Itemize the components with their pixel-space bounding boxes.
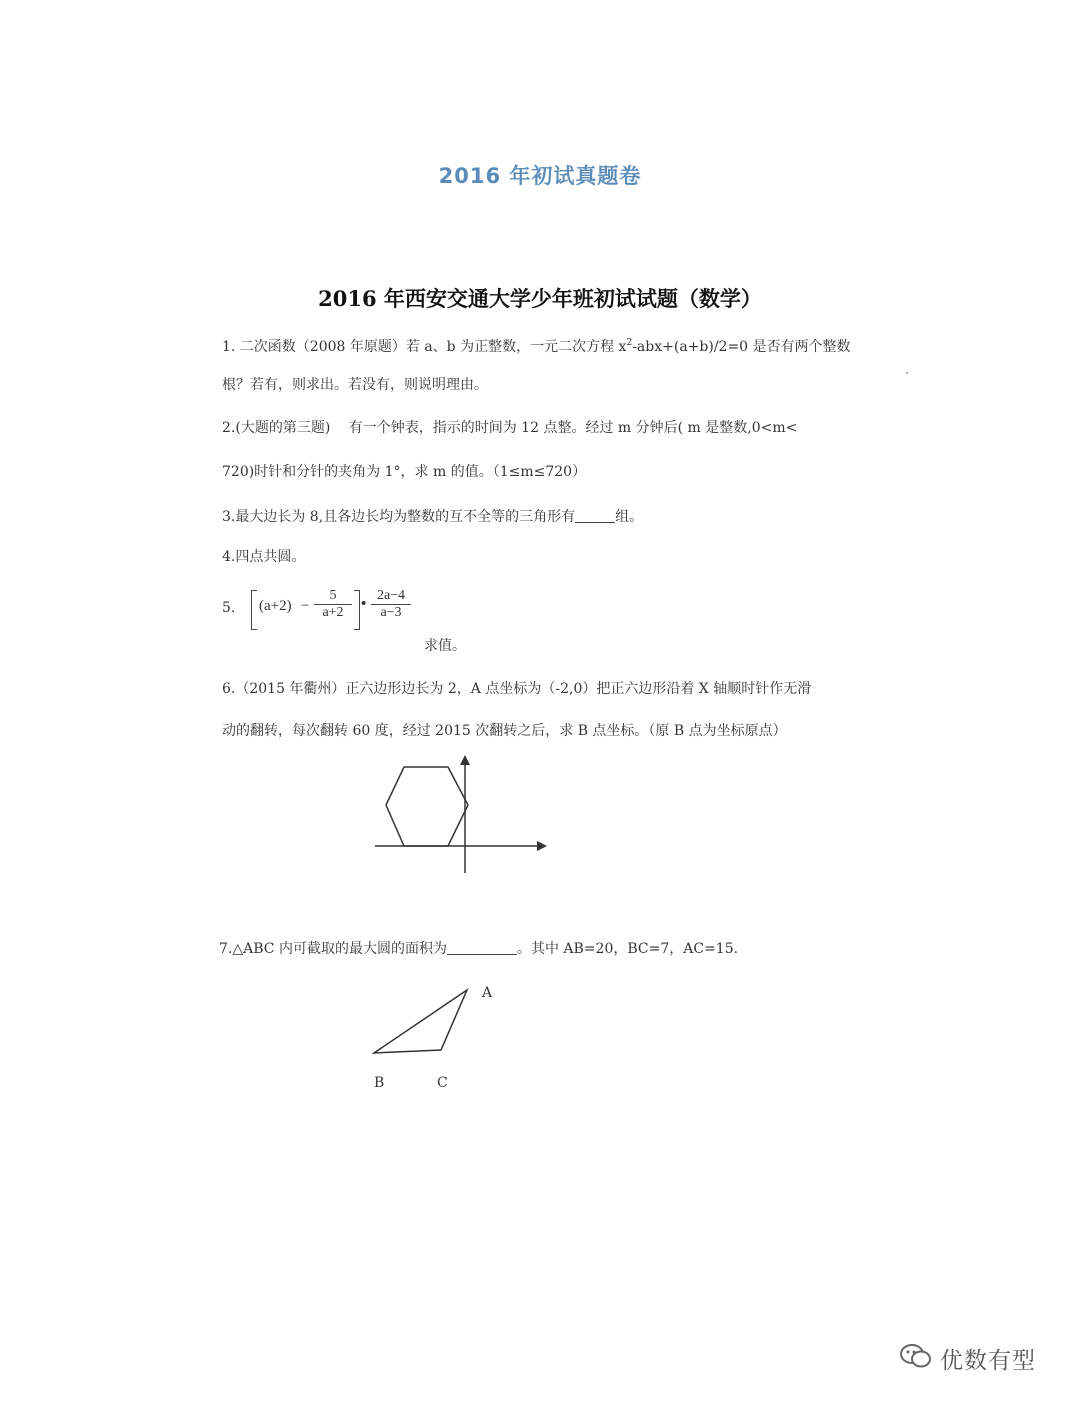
q5-fraction-2-numerator: 2a−4 [376, 588, 406, 603]
q3-answer-blank [575, 522, 615, 523]
question-3 [222, 507, 643, 527]
vertex-label-a: A [482, 985, 493, 1001]
watermark-text: 优数有型 [940, 1348, 1036, 1374]
q5-minus-sign: − [301, 598, 310, 614]
q7-text-a: 7.△ABC 内可截取的最大圆的面积为 [219, 941, 447, 957]
q7-text-b: 。其中 AB=20，BC=7，AC=15. [516, 941, 739, 957]
q3-text-a: 3.最大边长为 8,且各边长均为整数的互不全等的三角形有 [222, 509, 576, 525]
q1-text-b: -abx+(a+b)/2=0 是否有两个整数 [632, 339, 851, 355]
vertex-label-c: C [437, 1075, 448, 1091]
q1-superscript: 2 [626, 338, 633, 348]
q5-fraction-2 [371, 588, 411, 621]
question-2-line-2: 720)时针和分针的夹角为 1°，求 m 的值。（1≤m≤720） [222, 464, 587, 480]
q5-fraction-1 [314, 588, 352, 621]
chat-bubble-icon [898, 1340, 934, 1372]
triangle-figure [365, 980, 475, 1060]
x-axis-arrow [537, 841, 547, 851]
q5-term-1: (a+2) [259, 598, 292, 614]
page-header-title: 2016 年初试真题卷 [438, 164, 642, 188]
y-axis-arrow [460, 755, 470, 765]
q5-fraction-1-denominator: a+2 [314, 604, 352, 621]
vertex-label-b: B [374, 1075, 385, 1091]
q5-number: 5. [222, 600, 236, 616]
q5-ask: 求值。 [424, 638, 466, 654]
q5-multiply-dot: • [361, 596, 367, 612]
triangle-abc [374, 990, 467, 1053]
question-4: 4.四点共圆。 [222, 549, 306, 565]
hexagon-axes-figure [365, 755, 565, 885]
question-7 [219, 939, 738, 959]
q5-fraction-2-denominator: a−3 [371, 604, 411, 621]
q5-fraction-1-numerator: 5 [329, 588, 337, 603]
left-bracket [251, 590, 257, 630]
right-bracket [354, 590, 360, 630]
exam-title: 2016 年西安交通大学少年班初试试题（数学） [318, 286, 762, 311]
question-6-line-2: 动的翻转，每次翻转 60 度，经过 2015 次翻转之后，求 B 点坐标。（原 B 点为坐标原点） [222, 723, 787, 739]
scan-speck [906, 372, 908, 374]
question-6-line-1: 6.（2015 年衢州）正六边形边长为 2，A 点坐标为（-2,0）把正六边形沿着 X 轴顺时针作无滑 [222, 681, 812, 697]
q7-answer-blank [447, 954, 517, 955]
hexagon-shape [386, 767, 468, 846]
question-1-line-2: 根？若有，则求出。若没有，则说明理由。 [222, 377, 488, 393]
question-1-line-1 [222, 333, 851, 357]
question-2-line-1: 2.(大题的第三题) 有一个钟表，指示的时间为 12 点整。经过 m 分钟后( m 是整数,0<m< [222, 420, 798, 436]
q1-text-a: 1. 二次函数（2008 年原题）若 a、b 为正整数，一元二次方程 x [222, 339, 627, 355]
q3-text-b: 组。 [615, 509, 644, 525]
